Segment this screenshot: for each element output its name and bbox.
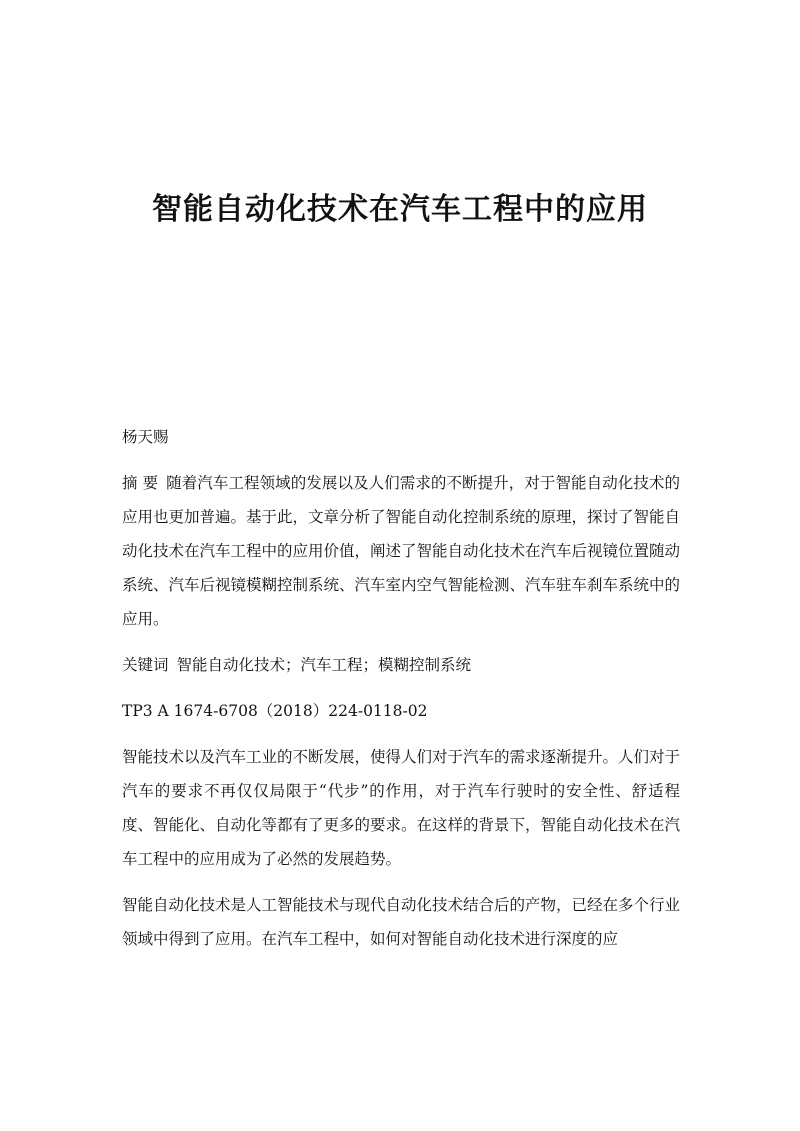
document-body: [122, 420, 680, 968]
document-title: 智能自动化技术在汽车工程中的应用: [152, 192, 648, 227]
abstract: [122, 466, 680, 636]
keywords-text: 智能自动化技术；汽车工程；模糊控制系统: [176, 656, 472, 674]
keywords-label: 关键词: [122, 656, 169, 674]
abstract-label: 摘 要: [122, 474, 159, 492]
body-paragraph-1: 智能技术以及汽车工业的不断发展，使得人们对于汽车的需求逐渐提升。人们对于汽车的要求不再仅仅局限于“代步”的作用，对于汽车行驶时的安全性、舒适程度、智能化、自动化等都有了更多的要求。在这样的背景下，智能自动化技术在汽车工程中的应用成为了必然的发展趋势。: [122, 748, 681, 868]
author-name: 杨天赐: [122, 428, 169, 446]
classification-line: TP3 A 1674-6708（2018）224-0118-02: [122, 702, 428, 720]
body-paragraph-2: 智能自动化技术是人工智能技术与现代自动化技术结合后的产物，已经在多个行业领域中得到了应用。在汽车工程中，如何对智能自动化技术进行深度的应: [122, 896, 681, 948]
abstract-text: 随着汽车工程领域的发展以及人们需求的不断提升，对于智能自动化技术的应用也更加普遍。基于此，文章分析了智能自动化控制系统的原理，探讨了智能自动化技术在汽车工程中的应用价值，阐述了智能自动化技术在汽车后视镜位置随动系统、汽车后视镜模糊控制系统、汽车室内空气智能检测、汽车驻车刹车系统中的应用。: [122, 474, 681, 628]
keywords: [122, 648, 680, 682]
